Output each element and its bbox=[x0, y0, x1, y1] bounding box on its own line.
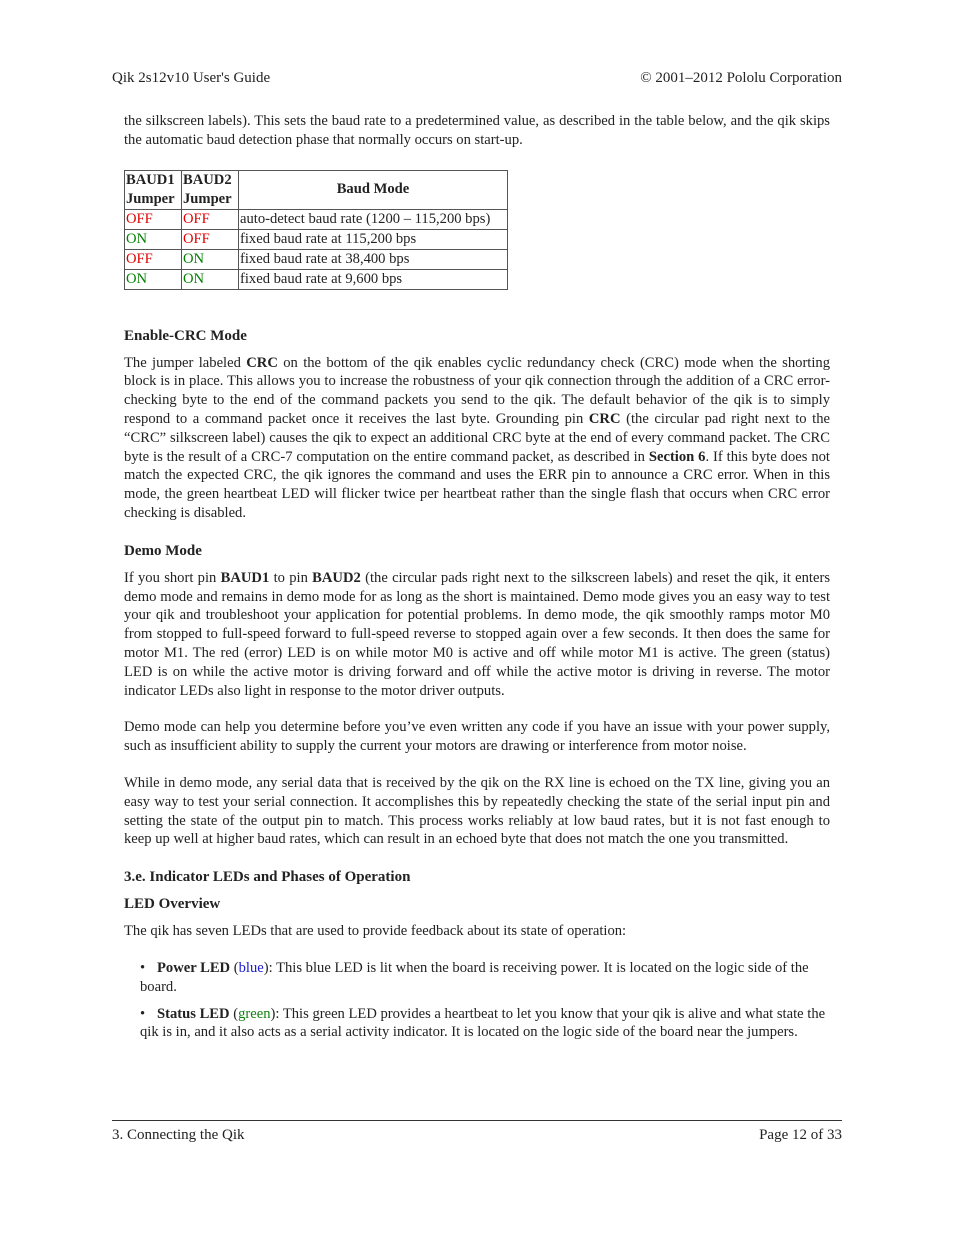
mode-cell: auto-detect baud rate (1200 – 115,200 bps) bbox=[239, 209, 508, 229]
mode-cell: fixed baud rate at 115,200 bps bbox=[239, 229, 508, 249]
table-row bbox=[125, 269, 508, 289]
footer-divider bbox=[112, 1120, 842, 1121]
crc-heading: Enable-CRC Mode bbox=[124, 327, 247, 344]
baud1-cell: ON bbox=[125, 229, 182, 249]
demo-bold: BAUD1 bbox=[220, 569, 270, 586]
demo-text: If you short pin bbox=[124, 569, 221, 586]
crc-text: The jumper labeled bbox=[124, 354, 247, 371]
intro-paragraph: the silkscreen labels). This sets the baud rate to a predetermined value, as described in the table below, and the qik skips the automatic baud detection phase that normally occurs on start-up. bbox=[124, 113, 830, 148]
paren-open: ( bbox=[229, 1005, 239, 1022]
demo-paragraph-1 bbox=[124, 569, 830, 701]
paren-close: ) bbox=[270, 1005, 276, 1022]
footer-section: 3. Connecting the Qik bbox=[112, 1127, 245, 1143]
crc-bold: CRC bbox=[588, 410, 621, 427]
table-row bbox=[125, 249, 508, 269]
list-item bbox=[140, 1005, 830, 1043]
bullet: • bbox=[140, 1005, 146, 1022]
header-baud1: BAUD1 Jumper bbox=[125, 170, 182, 209]
baud-mode-table bbox=[124, 170, 508, 290]
led-name: Status LED bbox=[157, 1005, 230, 1022]
baud2-cell: ON bbox=[182, 249, 239, 269]
baud1-cell: OFF bbox=[125, 209, 182, 229]
crc-text: (the circular pad right next to the “CRC” silkscreen label) causes the qik to expect an additional CRC byte at the end of every command packet. The CRC byte is the result of a CRC-7 computation on the entire command packet, as described in bbox=[124, 410, 830, 465]
page-content bbox=[124, 112, 830, 1050]
led-color-word: green bbox=[238, 1005, 271, 1022]
section-heading-3e: 3.e. Indicator LEDs and Phases of Operation bbox=[124, 869, 411, 886]
demo-bold: BAUD2 bbox=[312, 569, 361, 586]
table-header-row bbox=[125, 170, 508, 209]
baud2-cell: ON bbox=[182, 269, 239, 289]
paren-open: ( bbox=[230, 959, 239, 976]
paren-close: ) bbox=[263, 959, 269, 976]
crc-bold: CRC bbox=[246, 354, 278, 371]
mode-cell: fixed baud rate at 9,600 bps bbox=[239, 269, 508, 289]
crc-text: . If this byte does not match the expected CRC, the qik ignores the command and uses the ERR pin to announce a CRC error. When in this mode, the green heartbeat LED will flicker twice per heartbeat rather than the single flash that occurs when CRC error checking is disabled. bbox=[124, 448, 830, 521]
mode-cell: fixed baud rate at 38,400 bps bbox=[239, 249, 508, 269]
baud2-cell: OFF bbox=[182, 209, 239, 229]
led-name: Power LED bbox=[157, 959, 231, 976]
demo-paragraph-2: Demo mode can help you determine before you’ve even written any code if you have an issue with your power supply, such as insufficient ability to supply the current your motors are drawing or interference from motor noise. bbox=[124, 719, 830, 755]
led-description: : This blue LED is lit when the board is receiving power. It is located on the logic side of the board. bbox=[140, 959, 809, 995]
demo-text: (the circular pads right next to the silkscreen labels) and reset the qik, it enters demo mode and remains in demo mode for as long as the short is maintained. Demo mode gives you an easy way to test your qik and troubleshoot your application for potential problems. In demo mode, the qik smoothly ramps motor M0 from stopped to full-speed forward to full-speed reverse to stopped again over a few seconds. It then does the same for motor M1. The red (error) LED is on while motor M0 is active and off while motor M1 is active. The green (status) LED is on while the active motor is driving forward and off while the active motor is driving in reverse. The motor indicator LEDs also light in response to the motor driver outputs. bbox=[124, 569, 831, 699]
header-baud2: BAUD2 Jumper bbox=[182, 170, 239, 209]
section-reference: Section 6 bbox=[648, 448, 706, 465]
demo-paragraph-3: While in demo mode, any serial data that is received by the qik on the RX line is echoed on the TX line, giving you an easy way to test your serial connection. It accomplishes this by repeatedly checking the state of the serial input pin and setting the state of the output pin to match. This process works reliably at low baud rates, but it is not fast enough to keep up well at higher baud rates, which can result in an echoed byte that does not match the one you transmitted. bbox=[124, 774, 830, 848]
demo-heading: Demo Mode bbox=[124, 542, 202, 559]
page-number: Page 12 of 33 bbox=[759, 1127, 842, 1143]
led-list bbox=[124, 959, 830, 1042]
led-color-word: blue bbox=[238, 959, 264, 976]
baud1-cell: OFF bbox=[125, 249, 182, 269]
header-baud-mode: Baud Mode bbox=[239, 170, 508, 209]
led-overview-heading: LED Overview bbox=[124, 896, 221, 913]
demo-text: to pin bbox=[269, 569, 313, 586]
table-row bbox=[125, 209, 508, 229]
bullet: • bbox=[140, 959, 146, 976]
baud1-cell: ON bbox=[125, 269, 182, 289]
crc-paragraph bbox=[124, 354, 830, 523]
baud2-cell: OFF bbox=[182, 229, 239, 249]
table-row bbox=[125, 229, 508, 249]
list-item bbox=[140, 959, 830, 997]
led-intro-paragraph: The qik has seven LEDs that are used to provide feedback about its state of operation: bbox=[124, 923, 627, 940]
crc-text: on the bottom of the qik enables cyclic redundancy check (CRC) mode when the shorting block is in place. This allows you to increase the robustness of your qik connection through the addition of a CRC error-checking byte to the end of the command packets you send to the qik. The default behavior of the qik is to simply respond to a command packet once it receives the last byte. Grounding pin bbox=[124, 354, 831, 427]
header-title: Qik 2s12v10 User's Guide bbox=[112, 70, 271, 86]
header-copyright: © 2001–2012 Pololu Corporation bbox=[640, 70, 842, 86]
led-description: : This green LED provides a heartbeat to let you know that your qik is alive and what state the qik is in, and it also acts as a serial activity indicator. It is located on the logic side of the board near the jumpers. bbox=[140, 1005, 826, 1041]
